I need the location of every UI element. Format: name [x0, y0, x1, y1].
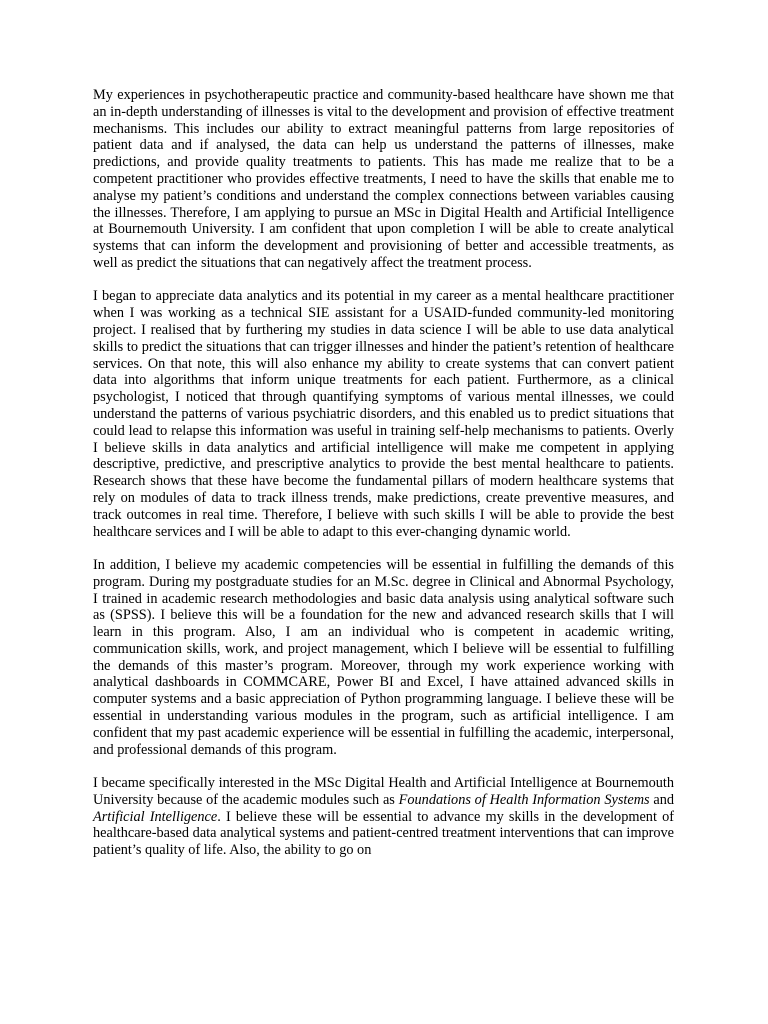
- paragraph-4-text-1: I became specifically interested in the MSc Digital Health and Artificial Intelligence at Bournemouth University because of the academic modules such as: [93, 775, 674, 808]
- paragraph-2: I began to appreciate data analytics and its potential in my career as a mental healthcare practitioner when I was working as a technical SIE assistant for a USAID-funded community-led monitoring project. I realised that by furthering my studies in data science I will be able to use data analytical skills to predict the situations that can trigger illnesses and hinder the patient’s retention of healthcare services. On that note, this will also enhance my ability to create systems that can convert patient data into algorithms that inform unique treatments for each patient. Furthermore, as a clinical psychologist, I noticed that through quantifying symptoms of various mental illnesses, we could understand the patterns of various psychiatric disorders, and this enabled us to predict situations that could lead to relapse this information was useful in training self-help mechanisms to patients. Overly I believe skills in data analytics and artificial intelligence will make me competent in applying descriptive, predictive, and prescriptive analytics to provide the best mental healthcare to patients. Research shows that these have become the fundamental pillars of modern healthcare systems that rely on modules of data to track illness trends, make predictions, create preventive measures, and track outcomes in real time. Therefore, I believe with such skills I will be able to provide the best healthcare services and I will be able to adapt to this ever-changing dynamic world.: [93, 288, 674, 540]
- document-page: [93, 87, 674, 876]
- paragraph-4: [93, 775, 674, 859]
- paragraph-3: In addition, I believe my academic competencies will be essential in fulfilling the demands of this program. During my postgraduate studies for an M.Sc. degree in Clinical and Abnormal Psychology, I trained in academic research methodologies and basic data analysis using analytical software such as (SPSS). I believe this will be a foundation for the new and advanced research skills that I will learn in this program. Also, I am an individual who is competent in academic writing, communication skills, work, and project management, which I believe will be essential to fulfilling the demands of this master’s program. Moreover, through my work experience working with analytical dashboards in COMMCARE, Power BI and Excel, I have attained advanced skills in computer systems and a basic appreciation of Python programming language. I believe these will be essential in understanding various modules in the program, such as artificial intelligence. I am confident that my past academic experience will be essential in fulfilling the academic, interpersonal, and professional demands of this program.: [93, 556, 674, 758]
- paragraph-4-text-3: . I believe these will be essential to advance my skills in the development of healthcare-based data analytical systems and patient-centred treatment interventions that can improve patient’s quality of life. Also, the ability to go on: [93, 808, 674, 859]
- module-name-foundations: Foundations of Health Information Systems: [398, 791, 650, 808]
- module-name-ai: Artificial Intelligence: [93, 808, 218, 825]
- paragraph-4-text-2: and: [649, 791, 675, 808]
- paragraph-1: My experiences in psychotherapeutic practice and community-based healthcare have shown me that an in-depth understanding of illnesses is vital to the development and provision of effective treatment mechanisms. This includes our ability to extract meaningful patterns from large repositories of patient data and if analysed, the data can help us understand the patterns of illnesses, make predictions, and provide quality treatments to patients. This has made me realize that to be a competent practitioner who provides effective treatments, I need to have the skills that enable me to analyse my patient’s conditions and understand the complex connections between variables causing the illnesses. Therefore, I am applying to pursue an MSc in Digital Health and Artificial Intelligence at Bournemouth University. I am confident that upon completion I will be able to create analytical systems that can inform the development and provisioning of better and accessible treatments, as well as predict the situations that can negatively affect the treatment process.: [93, 87, 674, 271]
